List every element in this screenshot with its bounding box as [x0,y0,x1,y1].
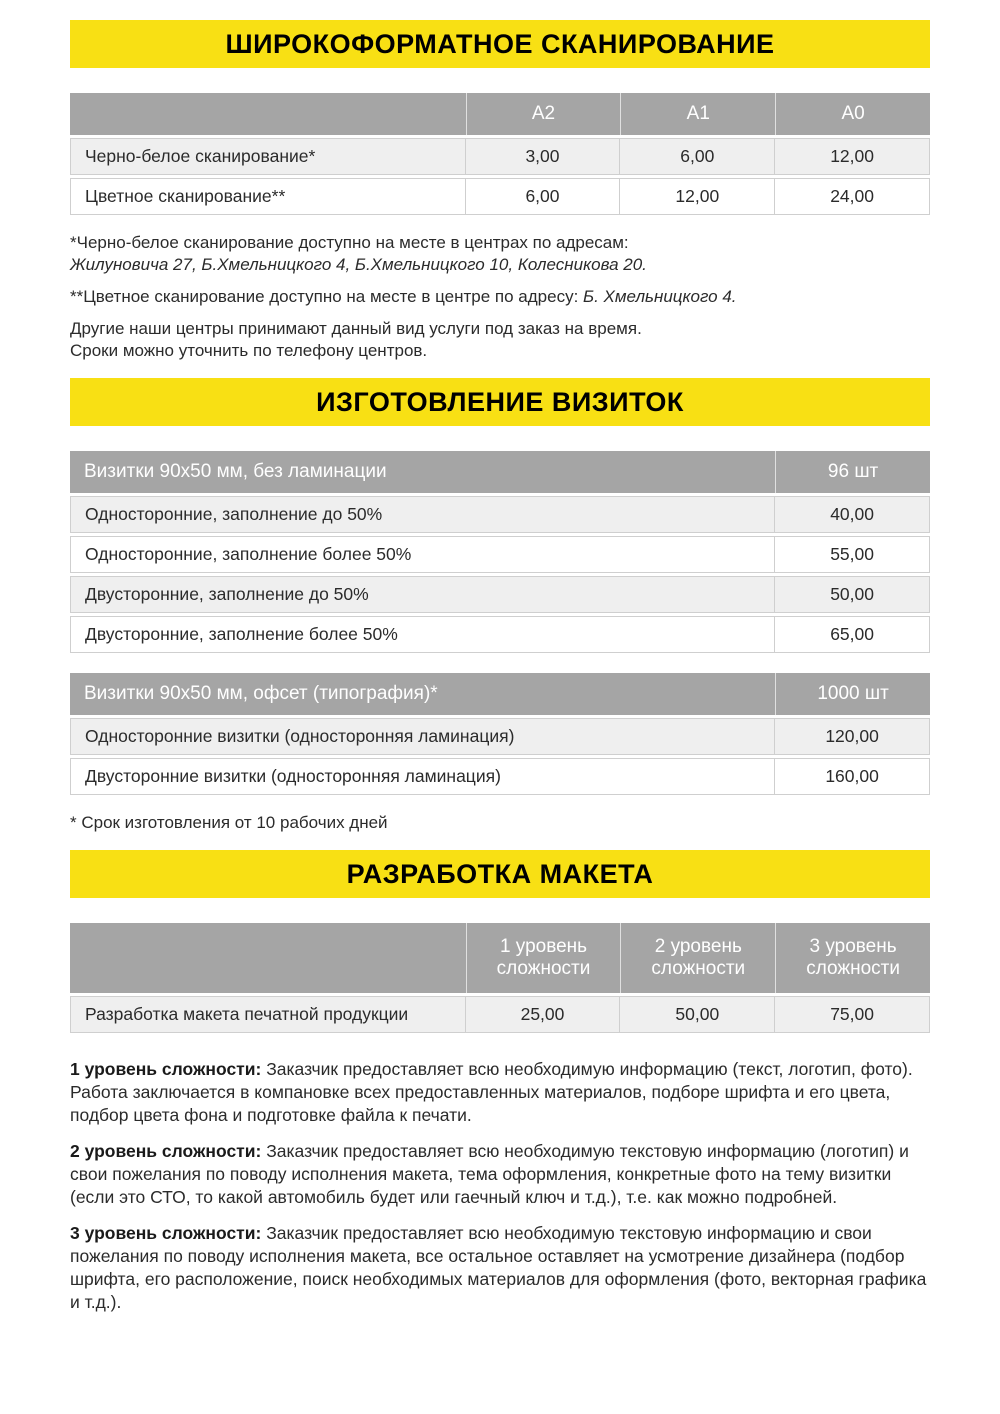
service-label-cell: Двусторонние визитки (односторонняя ламинация) [70,758,775,795]
col-header-level3: 3 уровень сложности [775,923,930,993]
col-header-level2: 2 уровень сложности [620,923,775,993]
section-header-layout-design [70,850,930,898]
business-cards-digital-table [70,448,930,656]
price-value-cell: 24,00 [775,178,930,215]
complexity-level-2-description [70,1140,930,1209]
footnote-addresses: Жилуновича 27, Б.Хмельницкого 4, Б.Хмельницкого 10, Колесникова 20. [70,255,647,274]
col-header-a2: A2 [466,93,621,135]
col-header-a0: A0 [775,93,930,135]
col-header-level1: 1 уровень сложности [466,923,621,993]
complexity-level-1-description [70,1058,930,1127]
price-value-cell: 25,00 [466,996,621,1033]
service-label-cell: Односторонние визитки (односторонняя ламинация) [70,718,775,755]
col-header-a1: A1 [620,93,775,135]
table-header-row [70,451,930,493]
paragraph-lead: 1 уровень сложности: [70,1059,262,1079]
note-text-line2: Сроки можно уточнить по телефону центров. [70,341,428,360]
complexity-level-3-description [70,1222,930,1314]
quantity-header-cell: 96 шт [775,451,930,493]
paragraph-body: Заказчик предоставляет всю необходимую текстовую информацию (логотип) и свои пожелания по поводу исполнения макета, тема оформления, конкретные фото на тему визитки (если это СТО, то какой автомобиль будет или гаечный ключ и т.д.), т.е. как можно подробней. [70,1141,909,1207]
table-row [70,138,930,175]
price-value-cell: 12,00 [620,178,775,215]
price-value-cell: 120,00 [775,718,930,755]
note-other-centers [70,318,930,362]
paragraph-lead: 2 уровень сложности: [70,1141,262,1161]
service-label-cell: Черно-белое сканирование* [70,138,466,175]
layout-design-price-table [70,920,930,1036]
footnote-production-time: * Срок изготовления от 10 рабочих дней [70,813,388,832]
note-text-line1: Другие наши центры принимают данный вид услуги под заказ на время. [70,319,642,338]
footnote-text: *Черно-белое сканирование доступно на месте в центрах по адресам: [70,233,629,252]
price-value-cell: 55,00 [775,536,930,573]
price-value-cell: 12,00 [775,138,930,175]
empty-header-cell [70,923,466,993]
footnote-bw-scanning [70,232,930,276]
section-title: РАЗРАБОТКА МАКЕТА [346,858,654,889]
table-row [70,616,930,653]
service-label-cell: Двусторонние, заполнение до 50% [70,576,775,613]
empty-header-cell [70,93,466,135]
footnote-text: **Цветное сканирование доступно на месте в центре по адресу: [70,287,584,306]
product-header-cell: Визитки 90x50 мм, офсет (типография)* [70,673,775,715]
table-row [70,718,930,755]
table-row [70,996,930,1033]
table-header-row [70,923,930,993]
paragraph-body: Заказчик предоставляет всю необходимую информацию (текст, логотип, фото). Работа заключается в компановке всех предоставленных материалов, подборе шрифта и его цвета, подбор цвета фона и подготовке файла к печати. [70,1059,913,1125]
section-header-scanning [70,20,930,68]
price-value-cell: 50,00 [620,996,775,1033]
business-cards-offset-table [70,670,930,798]
footnote-color-scanning [70,286,930,308]
table-header-row [70,673,930,715]
table-row [70,178,930,215]
table-row [70,496,930,533]
scanning-price-table [70,90,930,218]
paragraph-body: Заказчик предоставляет всю необходимую текстовую информацию и свои пожелания по поводу исполнения макета, все остальное оставляет на усмотрение дизайнера (подбор шрифта, его расположение, поиск необходимых материалов для оформления (фото, векторная графика и т.д.). [70,1223,927,1312]
price-value-cell: 160,00 [775,758,930,795]
price-value-cell: 75,00 [775,996,930,1033]
paragraph-lead: 3 уровень сложности: [70,1223,262,1243]
service-label-cell: Цветное сканирование** [70,178,466,215]
price-value-cell: 40,00 [775,496,930,533]
section-title: ИЗГОТОВЛЕНИЕ ВИЗИТОК [316,386,684,417]
complexity-descriptions [70,1058,930,1314]
price-value-cell: 50,00 [775,576,930,613]
service-label-cell: Односторонние, заполнение более 50% [70,536,775,573]
section-header-business-cards [70,378,930,426]
price-value-cell: 6,00 [466,178,621,215]
table-row [70,576,930,613]
quantity-header-cell: 1000 шт [775,673,930,715]
price-value-cell: 65,00 [775,616,930,653]
footnote-address: Б. Хмельницкого 4. [583,287,737,306]
product-header-cell: Визитки 90x50 мм, без ламинации [70,451,775,493]
section-title: ШИРОКОФОРМАТНОЕ СКАНИРОВАНИЕ [225,28,775,59]
table-row [70,536,930,573]
price-value-cell: 6,00 [620,138,775,175]
service-label-cell: Разработка макета печатной продукции [70,996,466,1033]
table-row [70,758,930,795]
price-value-cell: 3,00 [466,138,621,175]
service-label-cell: Двусторонние, заполнение более 50% [70,616,775,653]
service-label-cell: Односторонние, заполнение до 50% [70,496,775,533]
table-header-row [70,93,930,135]
